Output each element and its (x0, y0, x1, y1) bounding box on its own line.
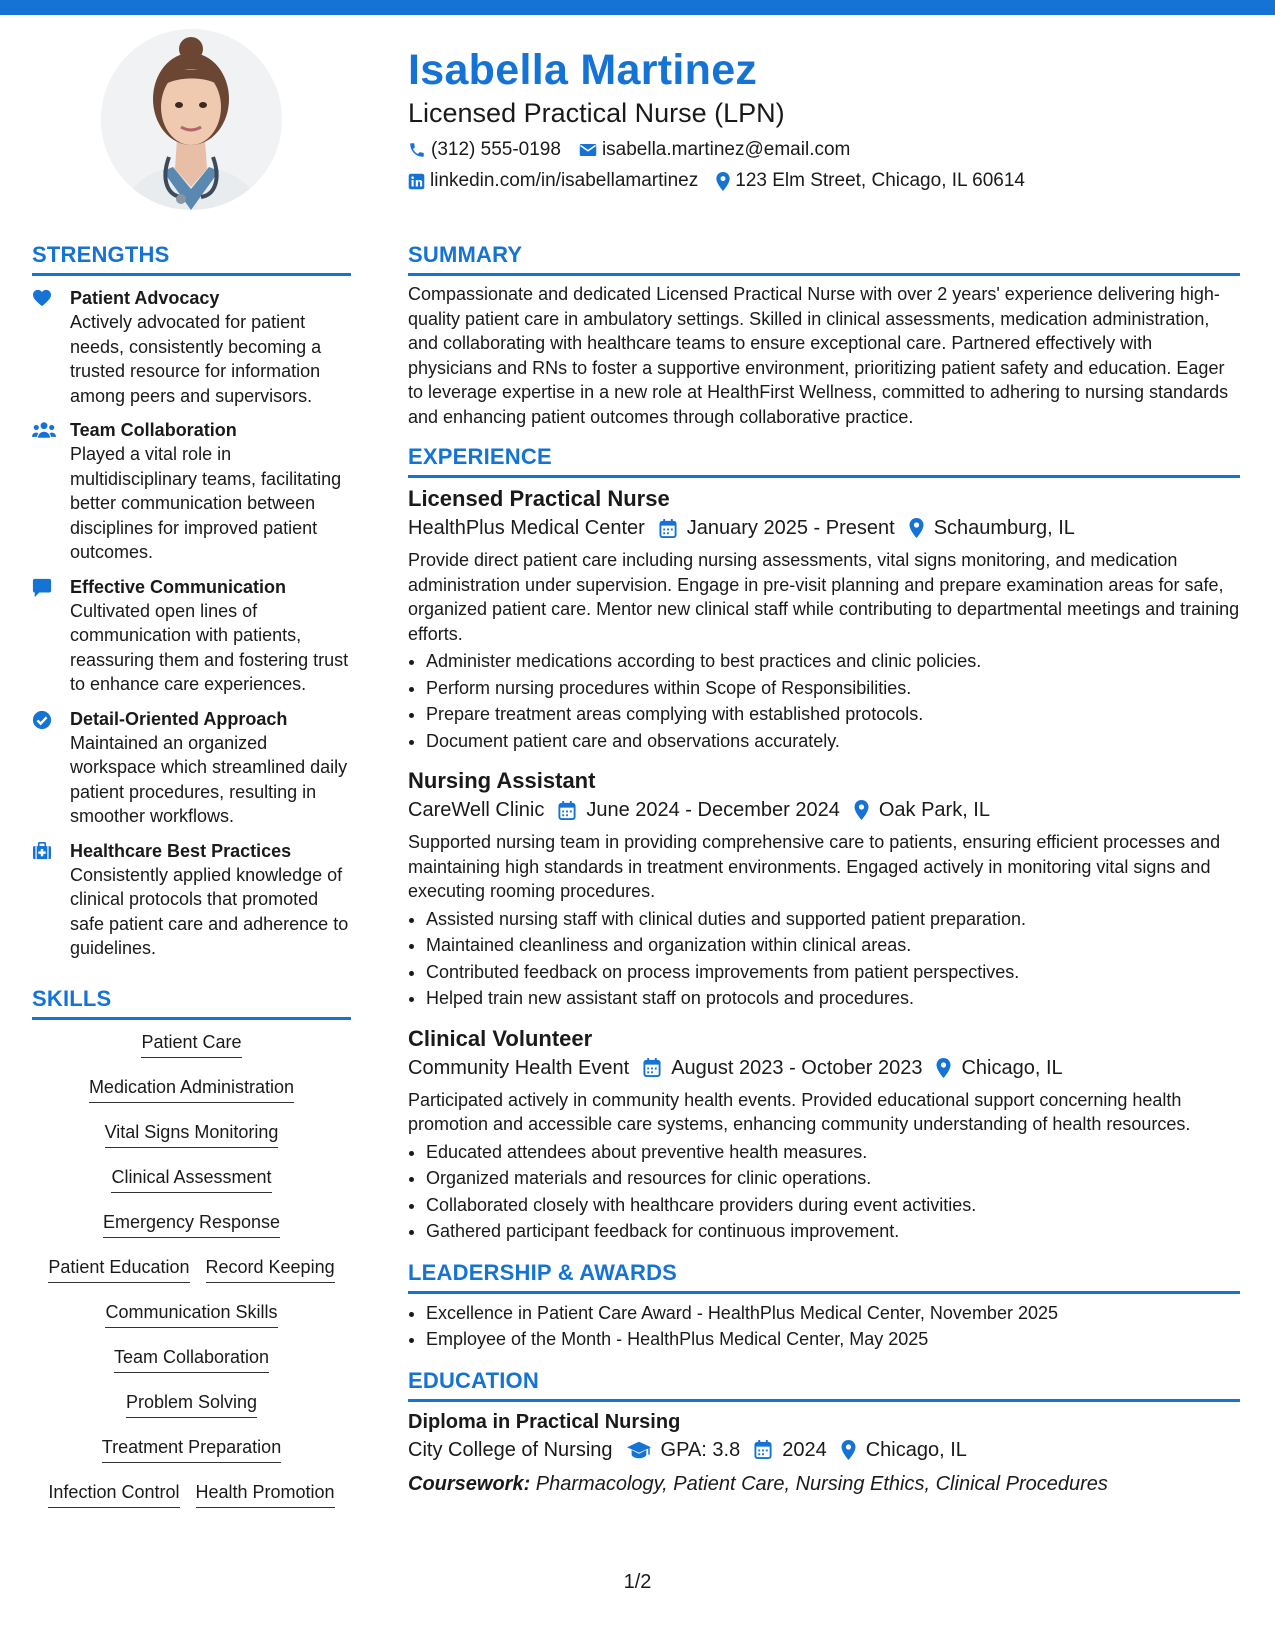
list-item: • Administer medications according to best practices and clinic policies. (426, 648, 1240, 675)
list-item: • Educated attendees about preventive health measures. (426, 1139, 1240, 1166)
chat-icon (32, 578, 52, 598)
skill-tag: Problem Solving (126, 1390, 257, 1418)
skills-heading: SKILLS (32, 985, 351, 1020)
experience-heading: EXPERIENCE (408, 443, 1240, 478)
job-location: Schaumburg, IL (933, 517, 1075, 539)
summary-text: Compassionate and dedicated Licensed Practical Nurse with over 2 years' experience delivering high-quality patient care in ambulatory settings. Skilled in clinical assessments, medication administration, and collaborating with healthcare teams to ensure exceptional care. Partnered effectively with physicians and RNs to foster a supportive environment, prioritizing patient safety and education. Eager to leverage expertise in a new role at HealthFirst Wellness, committed to adhering to nursing standards and enhancing patient outcomes through collaborative practice. (408, 284, 1229, 427)
candidate-title: Licensed Practical Nurse (LPN) (408, 98, 785, 128)
skill-tag: Vital Signs Monitoring (105, 1120, 279, 1148)
linkedin-icon (408, 173, 425, 190)
strengths-heading: STRENGTHS (32, 241, 351, 276)
job-bullets (408, 648, 1240, 754)
list-item: • Organized materials and resources for clinic operations. (426, 1165, 1240, 1192)
leadership-heading: LEADERSHIP & AWARDS (408, 1259, 1240, 1294)
location-pin-icon (716, 172, 730, 191)
strength-title: Team Collaboration (70, 420, 237, 440)
school-location: Chicago, IL (865, 1438, 967, 1461)
strength-desc: Consistently applied knowledge of clinical protocols that promoted safe patient care and adherence to guidelines. (70, 864, 349, 958)
users-icon (32, 421, 56, 439)
list-item: • Collaborated closely with healthcare providers during event activities. (426, 1192, 1240, 1219)
address-text: 123 Elm Street, Chicago, IL 60614 (735, 170, 1025, 191)
graduation-year: 2024 (782, 1438, 827, 1461)
location-pin-icon (936, 1058, 951, 1078)
job-meta (408, 514, 1240, 542)
email-icon (579, 142, 597, 158)
heart-icon (32, 289, 52, 307)
calendar-icon (558, 801, 576, 820)
page-number: 1/2 (623, 1571, 652, 1593)
skills-list (32, 1030, 351, 1525)
degree-title: Diploma in Practical Nursing (408, 1410, 681, 1433)
strength-item (32, 575, 351, 697)
skill-tag: Clinical Assessment (111, 1165, 271, 1193)
job-meta (408, 1054, 1240, 1082)
skill-tag: Patient Education (48, 1255, 189, 1283)
strength-item (32, 839, 351, 961)
job-description: Participated actively in community health events. Provided educational support concerning health promotion and accessible care systems, enhancing community understanding of health resources. (408, 1089, 1191, 1134)
check-circle-icon (32, 710, 52, 730)
list-item: • Contributed feedback on process improvements from patient perspectives. (426, 959, 1240, 986)
school-name: City College of Nursing (408, 1438, 613, 1461)
strength-item (32, 418, 351, 565)
skill-tag: Record Keeping (206, 1255, 335, 1283)
job-title: Nursing Assistant (408, 768, 596, 793)
calendar-icon (643, 1058, 661, 1077)
resume-header (408, 44, 1248, 193)
gpa: GPA: 3.8 (660, 1438, 741, 1461)
strength-item (32, 707, 351, 829)
job-dates: January 2025 - Present (686, 517, 895, 539)
job-company: CareWell Clinic (408, 799, 545, 821)
list-item: • Maintained cleanliness and organization within clinical areas. (426, 932, 1240, 959)
list-item: • Excellence in Patient Care Award - HealthPlus Medical Center, November 2025 (426, 1300, 1240, 1327)
email-contact[interactable] (579, 138, 850, 162)
strength-title: Detail-Oriented Approach (70, 708, 288, 729)
skill-tag: Emergency Response (103, 1210, 280, 1238)
skill-tag: Infection Control (48, 1480, 179, 1508)
graduation-cap-icon (627, 1441, 651, 1459)
education-heading: EDUCATION (408, 1367, 1240, 1402)
strength-desc: Cultivated open lines of communication with patients, reassuring them and fostering trust to enhance care experiences. (70, 600, 349, 694)
skill-tag: Communication Skills (105, 1300, 277, 1328)
linkedin-text[interactable]: linkedin.com/in/isabellamartinez (430, 170, 699, 191)
job-entry (408, 484, 1240, 754)
location-pin-icon (841, 1440, 856, 1460)
list-item: • Helped train new assistant staff on protocols and procedures. (426, 985, 1240, 1012)
address-contact (716, 169, 1025, 193)
job-company: HealthPlus Medical Center (408, 517, 645, 539)
list-item: • Assisted nursing staff with clinical duties and supported patient preparation. (426, 906, 1240, 933)
medical-kit-icon (32, 842, 52, 860)
job-bullets (408, 1139, 1240, 1245)
skill-tag: Health Promotion (196, 1480, 335, 1508)
job-entry (408, 766, 1240, 1012)
skill-tag: Team Collaboration (114, 1345, 269, 1373)
job-location: Oak Park, IL (878, 799, 990, 821)
job-description: Supported nursing team in providing comprehensive care to patients, ensuring efficient processes and maintaining high standards in treatment environments. Engaged actively in monitoring vital signs and executing rooming procedures. (408, 832, 1221, 901)
skill-tag: Treatment Preparation (102, 1435, 281, 1463)
job-dates: June 2024 - December 2024 (586, 799, 840, 821)
location-pin-icon (909, 518, 924, 538)
location-pin-icon (854, 800, 869, 820)
strength-desc: Played a vital role in multidisciplinary teams, facilitating better communication between disciplines for improved patient outcomes. (70, 444, 342, 562)
list-item: • Employee of the Month - HealthPlus Medical Center, May 2025 (426, 1326, 1240, 1353)
right-column (408, 241, 1240, 1498)
coursework (408, 1470, 1240, 1498)
strength-desc: Actively advocated for patient needs, consistently becoming a trusted resource for information among peers and supervisors. (70, 312, 322, 406)
contact-row-1 (408, 138, 1248, 162)
strength-title: Healthcare Best Practices (70, 840, 292, 861)
profile-photo (101, 29, 282, 210)
coursework-text: Pharmacology, Patient Care, Nursing Ethics, Clinical Procedures (530, 1472, 1108, 1495)
phone-contact (408, 138, 561, 162)
strength-item (32, 286, 351, 408)
education-meta (408, 1436, 1240, 1464)
list-item: • Prepare treatment areas complying with established protocols. (426, 701, 1240, 728)
strength-desc: Maintained an organized workspace which streamlined daily patient procedures, resulting in smoother workflows. (70, 732, 348, 826)
job-bullets (408, 906, 1240, 1012)
list-item: • Document patient care and observations accurately. (426, 728, 1240, 755)
job-description: Provide direct patient care including nursing assessments, vital signs monitoring, and medication administration under supervision. Engage in pre-visit planning and prepare examination areas for safe, organized patient care. Mentor new clinical staff while contributing to departmental meetings and training efforts. (408, 550, 1240, 644)
job-title: Licensed Practical Nurse (408, 486, 670, 511)
skill-tag: Patient Care (141, 1030, 241, 1058)
job-location: Chicago, IL (961, 1056, 1063, 1079)
job-company: Community Health Event (408, 1056, 630, 1079)
contact-row-2 (408, 169, 1248, 193)
job-title: Clinical Volunteer (408, 1025, 593, 1051)
phone-text: (312) 555-0198 (431, 139, 561, 160)
candidate-name: Isabella Martinez (408, 46, 758, 94)
job-dates: August 2023 - October 2023 (671, 1056, 923, 1079)
coursework-label: Coursework: (408, 1472, 531, 1495)
calendar-icon (754, 1440, 772, 1459)
linkedin-contact[interactable] (408, 169, 698, 193)
skill-tag: Medication Administration (89, 1075, 294, 1103)
phone-icon (408, 141, 426, 159)
email-text[interactable]: isabella.martinez@email.com (601, 139, 851, 160)
strength-title: Patient Advocacy (70, 288, 220, 308)
left-column (32, 241, 351, 1525)
job-meta (408, 796, 1240, 824)
strength-title: Effective Communication (70, 576, 287, 597)
calendar-icon (659, 519, 677, 538)
awards-list (408, 1300, 1240, 1353)
list-item: • Perform nursing procedures within Scope of Responsibilities. (426, 675, 1240, 702)
list-item: • Gathered participant feedback for continuous improvement. (426, 1218, 1240, 1245)
summary-heading: SUMMARY (408, 241, 1240, 276)
top-accent-bar (0, 0, 1275, 15)
job-entry (408, 1024, 1240, 1245)
